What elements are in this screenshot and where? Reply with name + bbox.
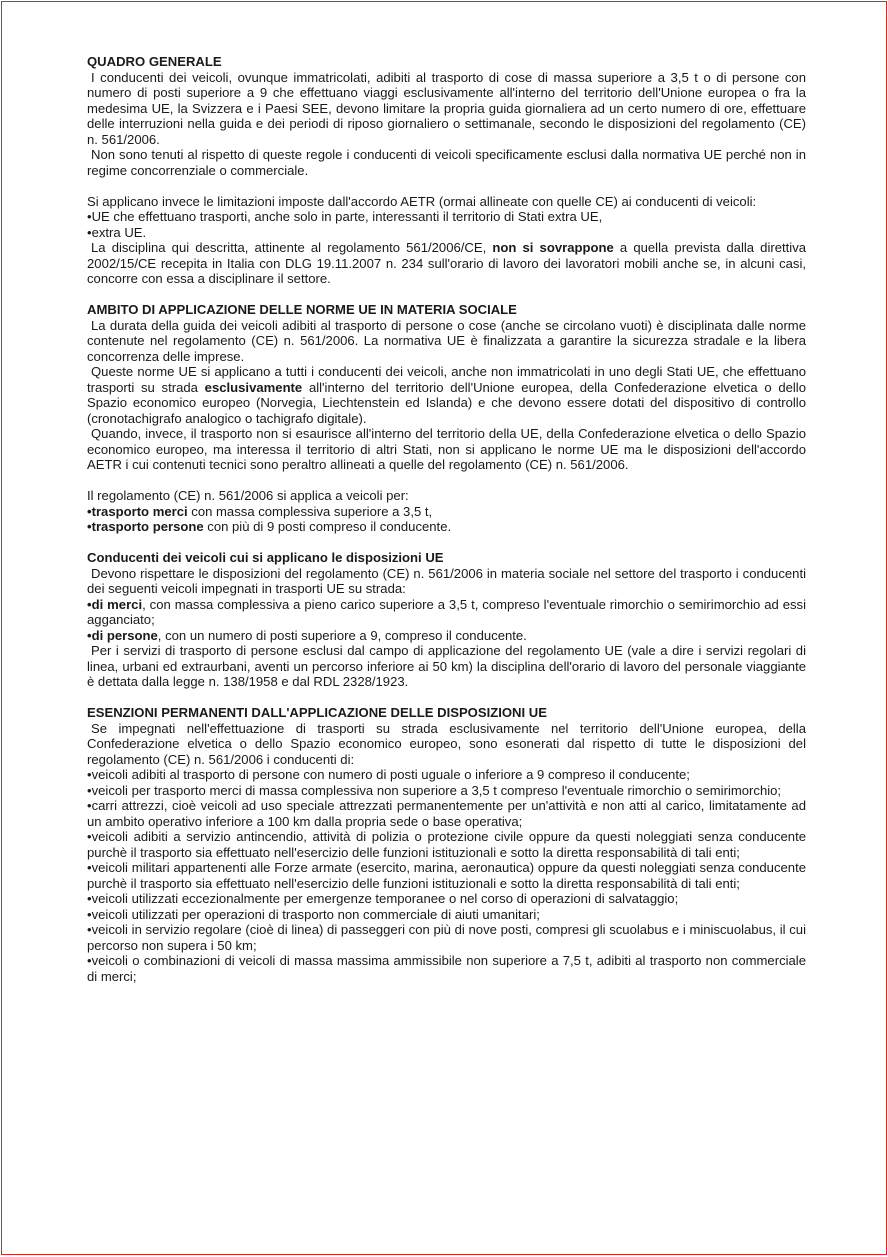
text-run: La disciplina qui descritta, attinente al regolamento 561/2006/CE, xyxy=(91,240,487,255)
section-heading-quadro-generale: QUADRO GENERALE xyxy=(87,54,222,69)
text-run: con più di 9 posti compreso il conducente. xyxy=(207,519,452,534)
paragraph: Se impegnati nell'effettuazione di trasporti su strada esclusivamente nel territorio dell'Unione europea, della Confederazione elvetica o dello Spazio economico europeo, sono esonerati dal rispetto di tutte le disposizioni del regolamento (CE) n. 561/2006 i conducenti di: xyxy=(87,720,806,767)
paragraph xyxy=(87,364,806,426)
bullet-item: •extra UE. xyxy=(87,224,147,240)
document-body xyxy=(87,54,806,984)
paragraph: Si applicano invece le limitazioni imposte dall'accordo AETR (ormai allineate con quelle CE) ai conducenti di veicoli: xyxy=(87,193,757,209)
section-heading-conducenti: Conducenti dei veicoli cui si applicano le disposizioni UE xyxy=(87,550,444,565)
spacer xyxy=(87,287,806,303)
bold-text-run: •di persone xyxy=(87,627,158,643)
list-item: •veicoli adibiti a servizio antincendio, attività di polizia o protezione civile oppure da questi noleggiati senza conducente purchè il trasporto sia effettuato nell'esercizio delle funzioni istituzionali e sotto la diretta responsabilità di tali enti; xyxy=(87,829,806,860)
list-item: •veicoli militari appartenenti alle Forze armate (esercito, marina, aeronautica) oppure da questi noleggiati senza conducente purchè il trasporto sia effettuato nell'esercizio delle funzioni istituzionali e sotto la diretta responsabilità di tali enti; xyxy=(87,860,806,891)
spacer xyxy=(87,535,806,551)
paragraph: Il regolamento (CE) n. 561/2006 si applica a veicoli per: xyxy=(87,488,409,503)
section-heading-ambito: AMBITO DI APPLICAZIONE DELLE NORME UE IN MATERIA SOCIALE xyxy=(87,302,517,317)
section-heading-esenzioni: ESENZIONI PERMANENTI DALL'APPLICAZIONE DELLE DISPOSIZIONI UE xyxy=(87,705,547,720)
paragraph: Quando, invece, il trasporto non si esaurisce all'interno del territorio della UE, della Confederazione elvetica o dello Spazio economico europeo, ma interessa il territorio di altri Stati, non si applicano le norme UE ma le disposizioni dell'accordo AETR i cui contenuti tecnici sono peraltro allineati a quelle del regolamento (CE) n. 561/2006. xyxy=(87,426,806,472)
paragraph: Non sono tenuti al rispetto di queste regole i conducenti di veicoli specificamente esclusi dalla normativa UE perché non in regime concorrenziale o commerciale. xyxy=(87,147,806,178)
list-item: •veicoli in servizio regolare (cioè di linea) di passeggeri con più di nove posti, compresi gli scuolabus e i miniscuolabus, il cui percorso non supera i 50 km; xyxy=(87,922,806,953)
paragraph: I conducenti dei veicoli, ovunque immatricolati, adibiti al trasporto di cose di massa superiore a 3,5 t o di persone con numero di posti superiore a 9 che effettuano viaggi esclusivamente all'interno del territorio dell'Unione europea o fra la medesima UE, la Svizzera e i Paesi SEE, devono limitare la propria guida giornaliera ad un certo numero di ore, effettuare delle interruzioni nella guida e dei periodi di riposo giornaliero o settimanale, secondo le disposizioni del regolamento (CE) n. 561/2006. xyxy=(87,69,806,147)
bullet-item xyxy=(87,597,806,628)
document-page xyxy=(1,1,887,1255)
spacer xyxy=(87,473,806,489)
bold-text-run: esclusivamente xyxy=(204,379,303,395)
spacer xyxy=(87,690,806,706)
text-run: con massa complessiva superiore a 3,5 t, xyxy=(191,503,433,519)
bold-text-run: •di merci xyxy=(87,596,143,612)
paragraph: Per i servizi di trasporto di persone esclusi dal campo di applicazione del regolamento UE (vale a dire i servizi regolari di linea, urbani ed extraurbani, aventi un percorso inferiore ai 50 km) la disciplina dell'orario di lavoro del personale viaggiante è dettata dalla legge n. 138/1958 e dal RDL 2328/1923. xyxy=(87,643,806,689)
list-item: •veicoli utilizzati per operazioni di trasporto non commerciale di aiuti umanitari; xyxy=(87,906,540,922)
list-item: •veicoli per trasporto merci di massa complessiva non superiore a 3,5 t compreso l'eventuale rimorchio o semirimorchio; xyxy=(87,782,782,798)
bullet-item xyxy=(87,628,806,644)
text-run: a quella prevista dalla direttiva 2002/15/CE recepita in Italia con DLG 19.11.2007 n. 234 sull'orario di lavoro dei lavoratori mobili anche se, in alcuni casi, concorre con essa a disciplinare il settore. xyxy=(87,240,807,286)
paragraph: Devono rispettare le disposizioni del regolamento (CE) n. 561/2006 in materia sociale nel settore del trasporto i conducenti dei seguenti veicoli impegnati in trasporti UE su strada: xyxy=(87,565,806,596)
bullet-item: •UE che effettuano trasporti, anche solo in parte, interessanti il territorio di Stati extra UE, xyxy=(87,209,603,224)
bold-text-run: •trasporto merci xyxy=(87,503,188,519)
bullet-item xyxy=(87,504,806,520)
text-run: Queste norme UE si applicano a tutti i conducenti dei veicoli, anche non immatricolati in uno degli Stati UE, che effettuano trasporti su strada xyxy=(87,364,806,395)
text-run: all'interno del territorio dell'Unione europea, della Confederazione elvetica o dello Spazio economico europeo (Norvegia, Liechtenstein ed Islanda) e che devono essere dotati del dispositivo di controllo (cronotachigrafo analogico o tachigrafo digitale). xyxy=(87,379,807,426)
list-item: •veicoli o combinazioni di veicoli di massa massima ammissibile non superiore a 7,5 t, adibiti al trasporto non commerciale di merci; xyxy=(87,953,806,984)
spacer xyxy=(87,178,806,194)
text-run: , con un numero di posti superiore a 9, compreso il conducente. xyxy=(157,627,527,643)
list-item: •veicoli adibiti al trasporto di persone con numero di posti uguale o inferiore a 9 compreso il conducente; xyxy=(87,767,690,782)
bold-text-run: non si sovrappone xyxy=(492,240,614,255)
bullet-item xyxy=(87,519,806,535)
paragraph: La durata della guida dei veicoli adibiti al trasporto di persone o cose (anche se circolano vuoti) è disciplinata dalle norme contenute nel regolamento (CE) n. 561/2006. La normativa UE è finalizzata a garantire la sicurezza stradale e la libera concorrenza delle imprese. xyxy=(87,317,806,364)
text-run: , con massa complessiva a pieno carico superiore a 3,5 t, compreso l'eventuale rimorchio o semirimorchio ad essi agganciato; xyxy=(87,596,806,627)
list-item: •veicoli utilizzati eccezionalmente per emergenze temporanee o nel corso di operazioni di salvataggio; xyxy=(87,891,679,906)
list-item: •carri attrezzi, cioè veicoli ad uso speciale attrezzati permanentemente per un'attività e non atti al carico, limitatamente ad un ambito operativo inferiore a 100 km dalla propria sede o base operativa; xyxy=(87,798,806,829)
paragraph xyxy=(87,240,806,287)
bold-text-run: •trasporto persone xyxy=(87,519,204,534)
